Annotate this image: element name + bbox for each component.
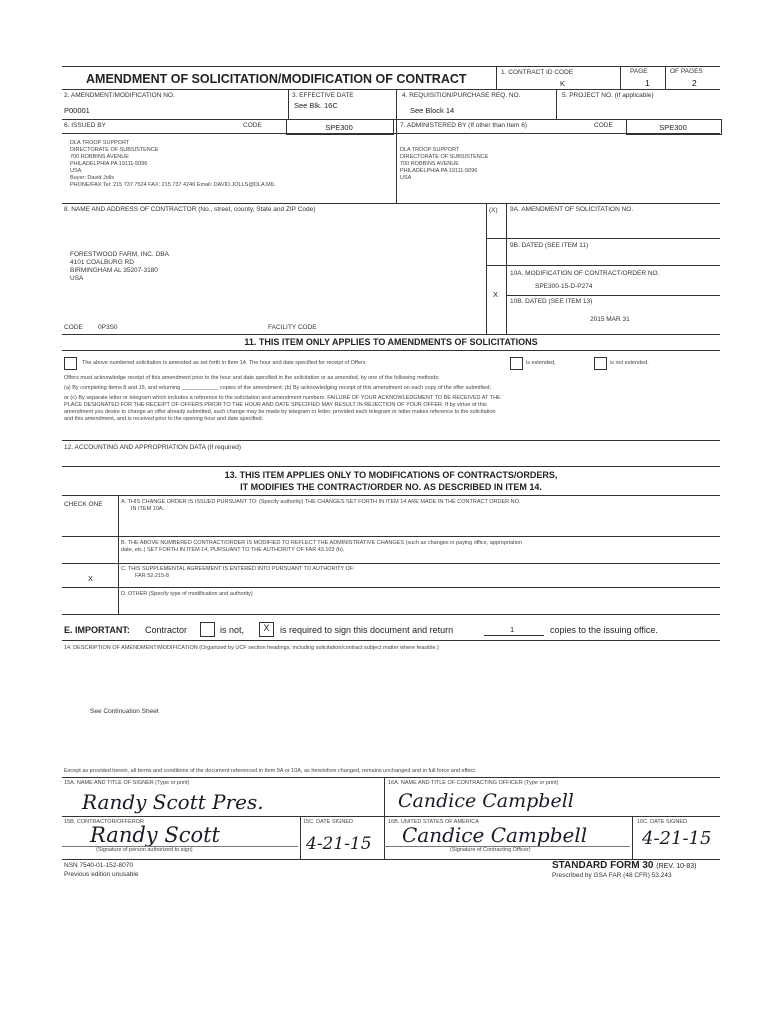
previous-edition: Previous edition unusable (64, 871, 139, 878)
contractor-label: 8. NAME AND ADDRESS OF CONTRACTOR (No., street, county, State and ZIP Code) (64, 206, 316, 213)
date-signed-16c-label: 16C. DATE SIGNED (637, 819, 688, 825)
date-signed-15c-label: 15C. DATE SIGNED (303, 819, 354, 825)
signer-name-label: 15A. NAME AND TITLE OF SIGNER (Type or print) (64, 780, 190, 786)
item11-instructions: Offers must acknowledge receipt of this amendment prior to the hour and date specified in the solicitation or as amended, by one of the following methods: (a) By completing Items 8 and 15, and returning ____________ copies of the amendment; (b) By acknowledging receipt of this amendment on each copy of the offer submitted; or (c) By separate letter or telegram which includes a reference to the solicitation and amendment numbers. FAILURE OF YOUR ACKNOWLEDGMENT TO BE RECEIVED AT THE PLACE DESIGNATED FOR THE RECEIPT OF OFFERS PRIOR TO THE HOUR AND DATE SPECIFIED MAY RESULT IN REJECTION OF YOUR OFFER. If by virtue of this amendment you desire to change an offer already submitted, such change may be made by telegram or letter, provided each telegram or letter makes reference to the solicitation and this amendment, and is received prior to the opening hour and date specified. (64, 375, 501, 422)
not-extended-label: is not extended. (610, 360, 649, 366)
description-label: 14. DESCRIPTION OF AMENDMENT/MODIFICATION (Organized by UCF section headings, including solicitation/contract subject matter where feasible.) (64, 645, 439, 651)
item13-c-x: X (88, 574, 94, 583)
item13-c: C. THIS SUPPLEMENTAL AGREEMENT IS ENTERED INTO PURSUANT TO AUTHORITY OF: FAR 52.215-8 (121, 566, 355, 579)
mod-x-mark: X (493, 290, 499, 299)
page-label: PAGE (630, 68, 648, 75)
copies-value: 1 (510, 625, 515, 634)
contractor-code-label: CODE (64, 324, 83, 331)
administered-by-label: 7. ADMINISTERED BY (If other than Item 6) (400, 122, 528, 129)
requisition-label: 4. REQUISITION/PURCHASE REQ. NO. (402, 92, 521, 99)
item13-heading-1: 13. THIS ITEM APPLIES ONLY TO MODIFICATIONS OF CONTRACTS/ORDERS, (224, 470, 558, 480)
item11-checkbox[interactable] (64, 357, 77, 370)
contract-id-code-label: 1. CONTRACT ID CODE (501, 69, 574, 76)
item13-d: D. OTHER (Specify type of modification and authority) (121, 591, 253, 597)
accounting-data-label: 12. ACCOUNTING AND APPROPRIATION DATA (If required) (64, 444, 241, 451)
signer-name-signature: Randy Scott Pres. (82, 790, 264, 814)
amendment-no-label: 2. AMENDMENT/MODIFICATION NO. (64, 92, 175, 99)
issued-code-value: SPE300 (325, 123, 353, 132)
copies-text: copies to the issuing office. (550, 625, 658, 635)
except-statement: Except as provided herein, all terms and conditions of the document referenced in Item 9A or 10A, as heretofore changed, remains unchanged and in full force and effect. (64, 768, 477, 774)
contractor-code-value: 0P3S0 (98, 324, 118, 331)
important-label: E. IMPORTANT: (64, 625, 130, 635)
continuation-sheet: See Continuation Sheet (90, 708, 159, 715)
co-signature: Candice Campbell (402, 823, 588, 847)
issued-by-label: 6. ISSUED BY (64, 122, 106, 129)
item13-a: A. THIS CHANGE ORDER IS ISSUED PURSUANT TO: (Specify authority) THE CHANGES SET FORTH IN ITEM 14 ARE MADE IN THE CONTRACT ORDER NO. IN ITEM 10A. (121, 499, 521, 512)
page-value: 1 (645, 78, 650, 88)
admin-address: DLA TROOP SUPPORT DIRECTORATE OF SUBSISTENCE 700 ROBBINS AVENUE PHILADELPHIA PA 19111-5096 USA (400, 147, 489, 181)
effective-date-label: 3. EFFECTIVE DATE (292, 92, 354, 99)
date-signed-15c-value: 4-21-15 (306, 834, 372, 854)
item11-line1: The above numbered solicitation is amended as set forth in Item 14. The hour and date specified for receipt of Offers (82, 360, 366, 366)
dated-10b-label: 10B. DATED (SEE ITEM 13) (510, 298, 593, 305)
contractor-signature-caption: (Signature of person authorized to sign) (96, 847, 193, 853)
co-name-signature: Candice Campbell (398, 790, 574, 812)
requisition-value: See Block 14 (410, 106, 455, 115)
nsn: NSN 7540-01-152-8070 (64, 862, 134, 869)
important-contractor: Contractor (145, 625, 188, 635)
amendment-no-value: P00001 (64, 106, 90, 115)
effective-date-value: See Blk. 16C (294, 101, 338, 110)
item9-x-header: (X) (489, 207, 498, 214)
required-label: is required to sign this document and return (280, 625, 454, 635)
contract-id-code-value: K (560, 79, 566, 88)
issued-code-label: CODE (243, 122, 262, 129)
united-states-label: 16B. UNITED STATES OF AMERICA (388, 819, 479, 825)
contractor-address: FORESTWOOD FARM, INC. DBA 4101 COALBURG RD BIRMINGHAM AL 35207-3180 USA (70, 251, 169, 282)
facility-code-label: FACILITY CODE (268, 324, 317, 331)
is-not-label: is not, (220, 625, 245, 635)
extended-checkbox[interactable] (510, 357, 523, 370)
mod-contract-value: SPE300-15-D-P274 (535, 283, 593, 290)
pages-value: 2 (692, 78, 697, 88)
admin-code-value: SPE300 (659, 123, 687, 132)
dated-10b-value: 2015 MAR 31 (590, 316, 630, 323)
prescribed-by: Prescribed by GSA FAR (48 CFR) 53.243 (552, 872, 672, 879)
issuer-address: DLA TROOP SUPPORT DIRECTORATE OF SUBSISTENCE 700 ROBBINS AVENUE PHILADELPHIA PA 19111-5096 USA Buyer: David Jolls PHONE/FAX Tel: 215 737 7524 FAX: 215 737 4246 Email: DAVID.JOLLS@DLA.MIL (70, 140, 276, 188)
co-signature-caption: (Signature of Contracting Officer) (450, 847, 531, 853)
contractor-signature: Randy Scott (90, 823, 220, 847)
extended-label: is extended, (526, 360, 556, 366)
project-no-label: 5. PROJECT NO. (If applicable) (562, 92, 654, 99)
contractor-offeror-label: 15B. CONTRACTOR/OFFEROR (64, 819, 144, 825)
date-signed-16c-value: 4-21-15 (642, 828, 712, 849)
is-not-checkbox[interactable] (200, 622, 215, 637)
admin-code-label: CODE (594, 122, 613, 129)
co-name-label: 16A. NAME AND TITLE OF CONTRACTING OFFICER (Type or print) (388, 780, 559, 786)
mod-contract-label: 10A. MODIFICATION OF CONTRACT/ORDER NO. (510, 270, 660, 277)
amendment-solicitation-label: 9A. AMENDMENT OF SOLICITATION NO. (510, 206, 634, 213)
of-pages-label: OF PAGES (670, 68, 703, 75)
required-x: X (263, 623, 270, 633)
item13-b: B. THE ABOVE NUMBERED CONTRACT/ORDER IS MODIFIED TO REFLECT THE ADMINISTRATIVE CHANGES (such as changes in paying office, appropriation date, etc.) SET FORTH IN ITEM 14, PURSUANT TO THE AUTHORITY OF FAR 43.103 (b). (121, 540, 522, 553)
form-title: AMENDMENT OF SOLICITATION/MODIFICATION OF CONTRACT (86, 72, 467, 86)
item11-heading: 11. THIS ITEM ONLY APPLIES TO AMENDMENTS OF SOLICITATIONS (244, 337, 538, 347)
standard-form-number: STANDARD FORM 30 (REV. 10-83) (552, 860, 697, 871)
check-one-label: CHECK ONE (64, 501, 103, 508)
item13-heading-2: IT MODIFIES THE CONTRACT/ORDER NO. AS DESCRIBED IN ITEM 14. (240, 482, 542, 492)
dated-9b-label: 9B. DATED (SEE ITEM 11) (510, 242, 589, 249)
not-extended-checkbox[interactable] (594, 357, 607, 370)
